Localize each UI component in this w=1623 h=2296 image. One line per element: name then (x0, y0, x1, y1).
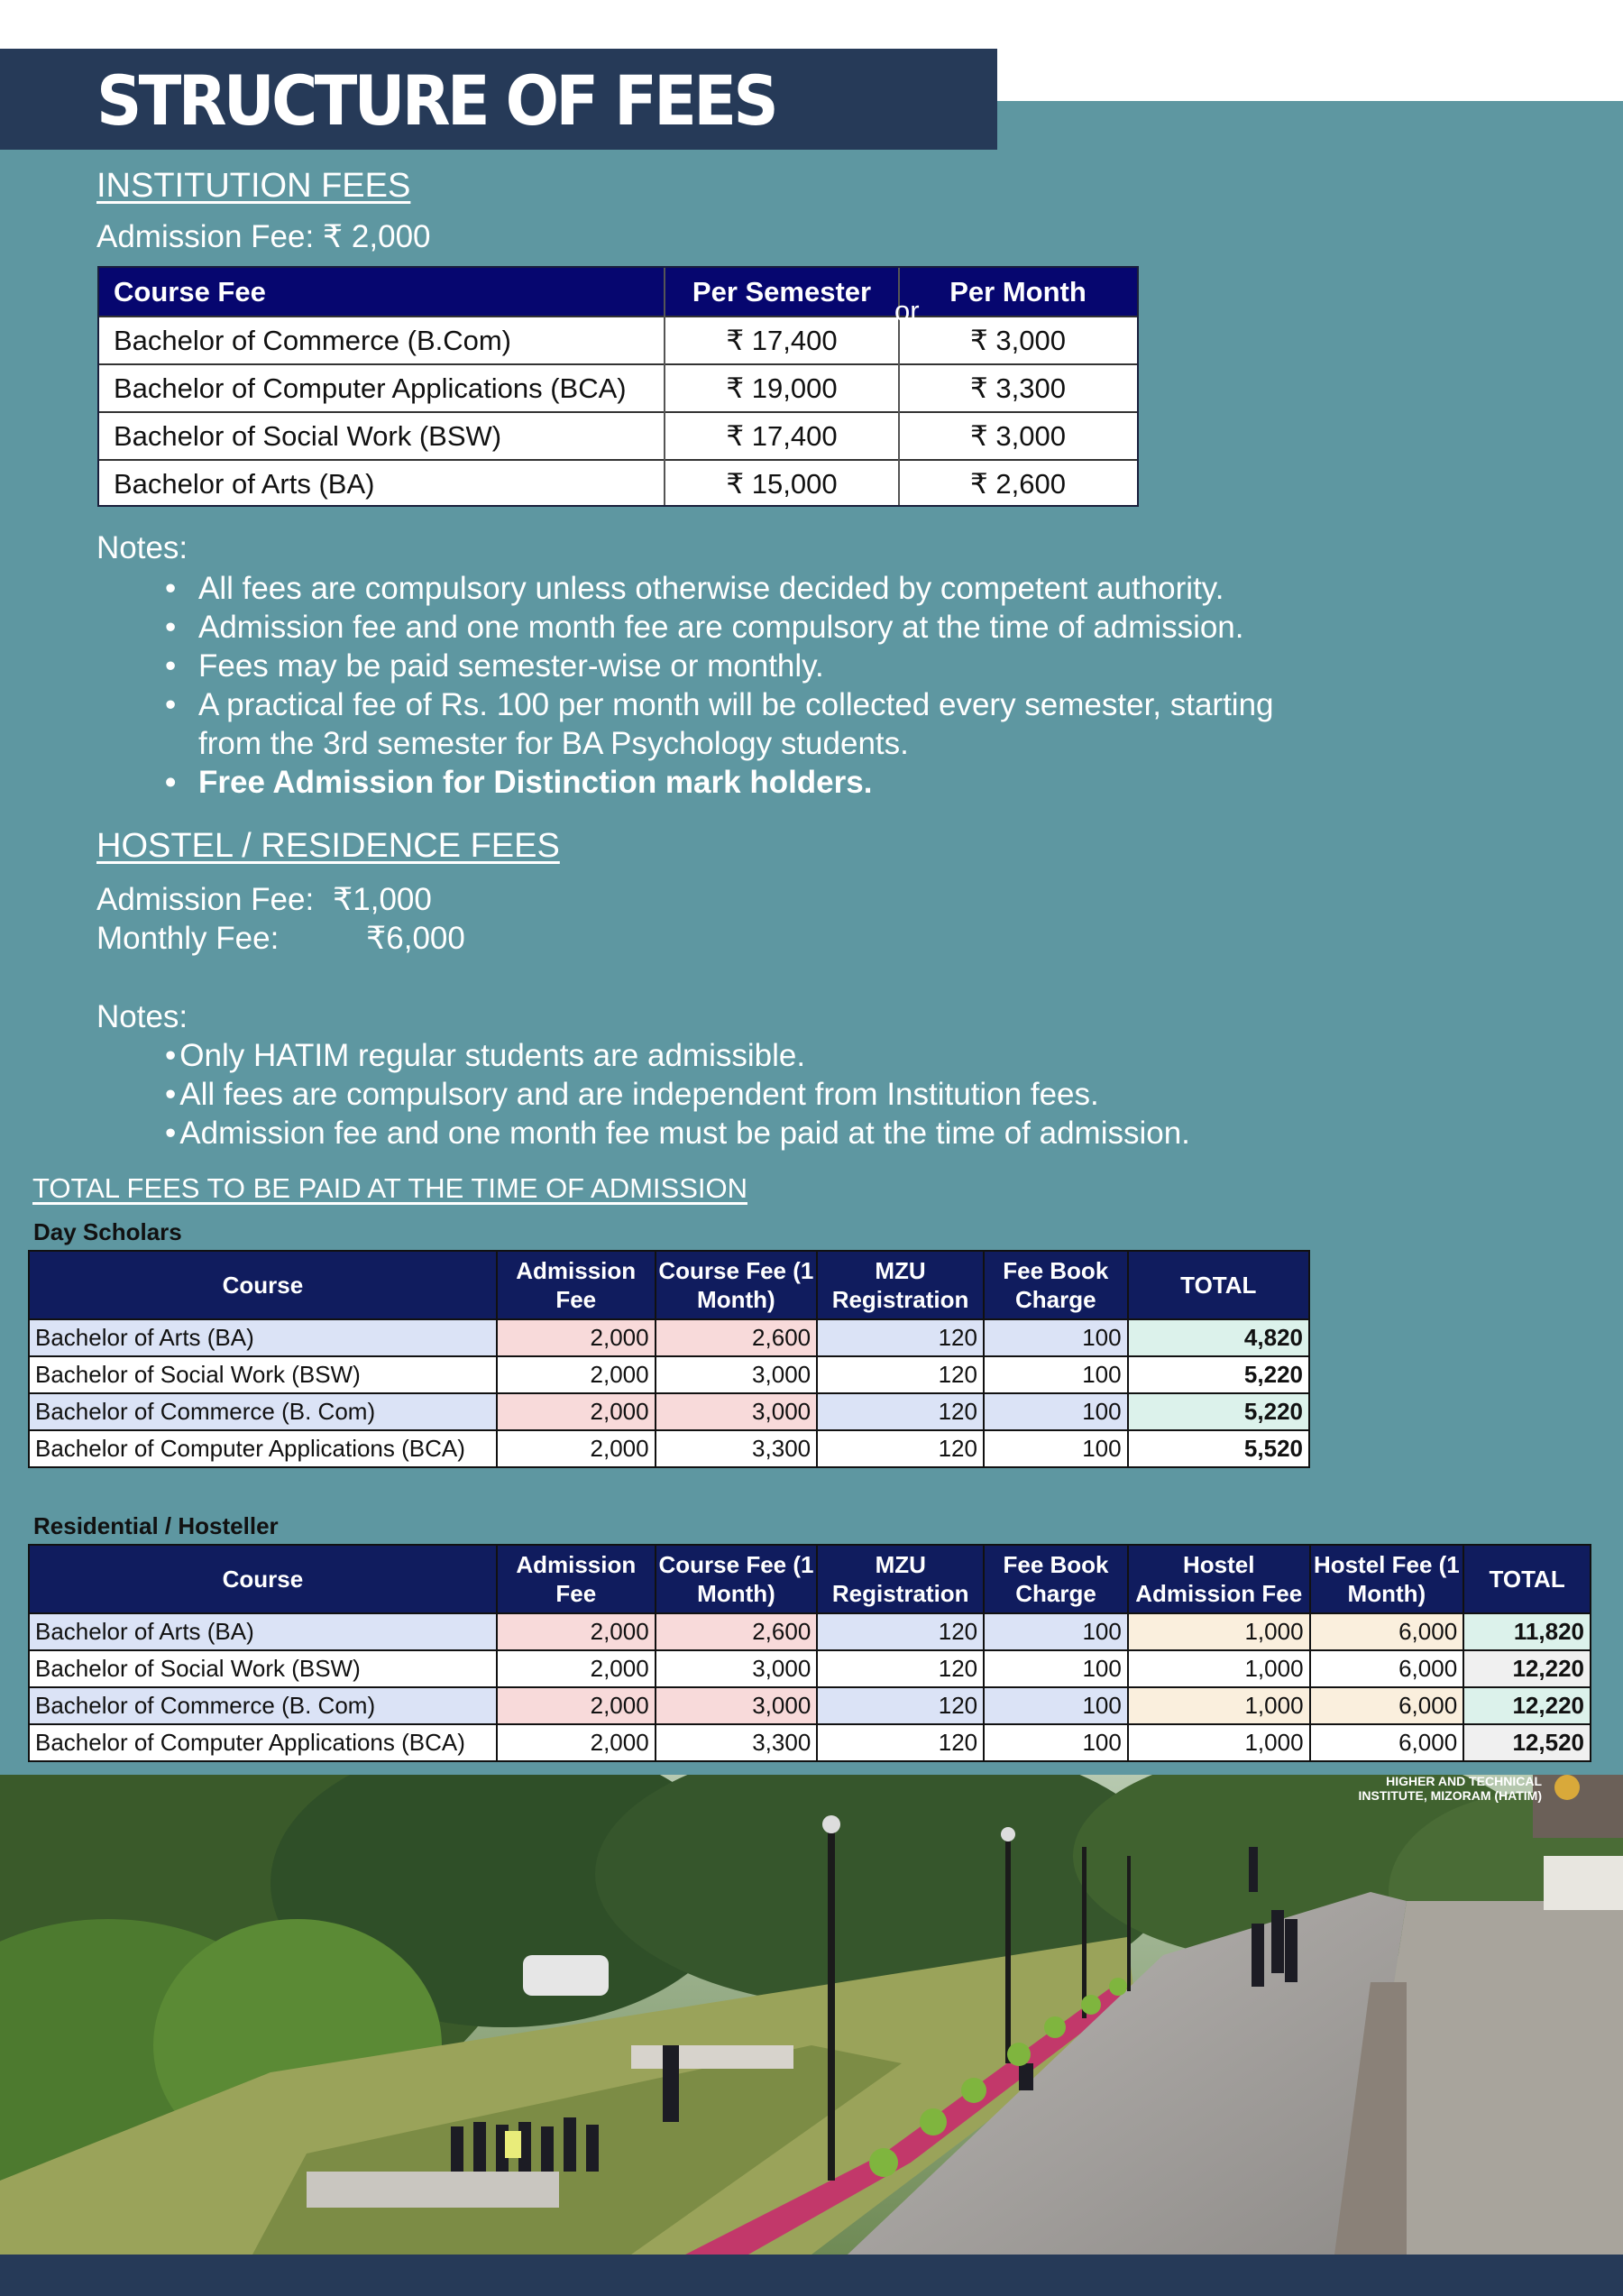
hostel-fee-cell: 6,000 (1310, 1724, 1464, 1761)
total-cell: 11,820 (1463, 1613, 1591, 1650)
header-course-fee: Course Fee (1 Month) (656, 1545, 818, 1613)
fee-book-cell: 100 (984, 1319, 1128, 1356)
course-name: Bachelor of Social Work (BSW) (114, 419, 502, 452)
total-cell: 12,520 (1463, 1724, 1591, 1761)
fee-book-cell: 100 (984, 1430, 1128, 1467)
institution-fee-table (97, 266, 1139, 507)
header-course-fee: Course Fee (114, 275, 266, 308)
fee-book-cell: 100 (984, 1724, 1128, 1761)
course-cell: Bachelor of Commerce (B. Com) (29, 1687, 497, 1724)
note-item: • All fees are compulsory unless otherwise decided by competent authority. (165, 571, 1224, 606)
per-semester-fee: ₹ 19,000 (726, 372, 838, 404)
hostel-fee-cell: 6,000 (1310, 1650, 1464, 1687)
hostel-admission-cell: 1,000 (1128, 1650, 1310, 1687)
header-admission-fee: Admission Fee (497, 1545, 656, 1613)
fee-book-cell: 100 (984, 1687, 1128, 1724)
note-item-continued: from the 3rd semester for BA Psychology students. (198, 726, 909, 761)
admission-fee-cell: 2,000 (497, 1613, 656, 1650)
header-course: Course (29, 1545, 497, 1613)
mzu-cell: 120 (817, 1650, 984, 1687)
campus-photo (0, 1775, 1623, 2255)
institute-logo-icon (1554, 1775, 1580, 1800)
admission-fee-cell: 2,000 (497, 1650, 656, 1687)
total-cell: 12,220 (1463, 1687, 1591, 1724)
header-fee-book-charge: Fee Book Charge (984, 1251, 1128, 1319)
table-row (99, 363, 1137, 411)
table-row (29, 1393, 1309, 1430)
header-course-fee: Course Fee (1 Month) (656, 1251, 818, 1319)
day-scholars-table (28, 1250, 1310, 1468)
admission-fee-cell: 2,000 (497, 1430, 656, 1467)
table-row (29, 1687, 1591, 1724)
note-item: • A practical fee of Rs. 100 per month will be collected every semester, starting (165, 687, 1274, 722)
header-hostel-fee: Hostel Fee (1 Month) (1310, 1545, 1464, 1613)
total-cell: 12,220 (1463, 1650, 1591, 1687)
institution-admission-fee: Admission Fee: ₹ 2,000 (96, 219, 431, 254)
table-row (29, 1430, 1309, 1467)
header-course: Course (29, 1251, 497, 1319)
table-header-row (29, 1251, 1309, 1319)
photo-watermark-line2: INSTITUTE, MIZORAM (HATIM) (1358, 1788, 1542, 1803)
mzu-cell: 120 (817, 1613, 984, 1650)
course-cell: Bachelor of Commerce (B. Com) (29, 1393, 497, 1430)
hostel-fee-cell: 6,000 (1310, 1613, 1464, 1650)
mzu-cell: 120 (817, 1724, 984, 1761)
course-fee-cell: 3,300 (656, 1724, 818, 1761)
course-fee-cell: 2,600 (656, 1613, 818, 1650)
header-fee-book-charge: Fee Book Charge (984, 1545, 1128, 1613)
admission-fee-cell: 2,000 (497, 1319, 656, 1356)
hostel-fee-cell: 6,000 (1310, 1687, 1464, 1724)
mzu-cell: 120 (817, 1319, 984, 1356)
mzu-cell: 120 (817, 1356, 984, 1393)
institution-notes-label: Notes: (96, 530, 188, 565)
note-item-highlight: • Free Admission for Distinction mark holders. (165, 765, 873, 800)
institution-fees-heading: INSTITUTION FEES (96, 167, 411, 205)
course-cell: Bachelor of Social Work (BSW) (29, 1650, 497, 1687)
per-month-fee: ₹ 3,000 (970, 324, 1066, 356)
header-per-month: Per Month (949, 275, 1087, 308)
hostel-note-item: • Only HATIM regular students are admissible. (165, 1038, 806, 1073)
hostel-note-item: • Admission fee and one month fee must be paid at the time of admission. (165, 1116, 1190, 1151)
fee-book-cell: 100 (984, 1650, 1128, 1687)
header-mzu-registration: MZU Registration (817, 1251, 984, 1319)
per-semester-fee: ₹ 17,400 (726, 324, 838, 356)
total-cell: 4,820 (1128, 1319, 1309, 1356)
table-row (29, 1613, 1591, 1650)
course-fee-cell: 3,000 (656, 1356, 818, 1393)
header-hostel-admission-fee: Hostel Admission Fee (1128, 1545, 1310, 1613)
course-name: Bachelor of Commerce (B.Com) (114, 324, 512, 356)
table-row (29, 1724, 1591, 1761)
hostel-admission-cell: 1,000 (1128, 1613, 1310, 1650)
course-fee-cell: 3,000 (656, 1687, 818, 1724)
admission-fee-cell: 2,000 (497, 1393, 656, 1430)
table-row (29, 1319, 1309, 1356)
hostel-admission-label: Admission Fee: (96, 882, 315, 917)
course-fee-cell: 3,300 (656, 1430, 818, 1467)
table-row (29, 1650, 1591, 1687)
or-label: or (894, 295, 920, 326)
header-per-semester: Per Semester (692, 275, 872, 308)
course-cell: Bachelor of Computer Applications (BCA) (29, 1430, 497, 1467)
hostel-admission-value: ₹1,000 (333, 882, 432, 917)
residential-table (28, 1544, 1591, 1762)
per-semester-fee: ₹ 17,400 (726, 419, 838, 452)
table-header-row (29, 1545, 1591, 1613)
mzu-cell: 120 (817, 1687, 984, 1724)
course-fee-cell: 2,600 (656, 1319, 818, 1356)
course-cell: Bachelor of Social Work (BSW) (29, 1356, 497, 1393)
hostel-admission-cell: 1,000 (1128, 1724, 1310, 1761)
hostel-monthly-label: Monthly Fee: (96, 921, 280, 956)
admission-fee-cell: 2,000 (497, 1687, 656, 1724)
course-name: Bachelor of Computer Applications (BCA) (114, 372, 627, 404)
admission-fee-cell: 2,000 (497, 1724, 656, 1761)
per-semester-fee: ₹ 15,000 (726, 467, 838, 500)
page-title: STRUCTURE OF FEES (96, 60, 776, 141)
footer-band (0, 2255, 1623, 2296)
course-cell: Bachelor of Computer Applications (BCA) (29, 1724, 497, 1761)
per-month-fee: ₹ 3,300 (970, 372, 1066, 404)
header-admission-fee: Admission Fee (497, 1251, 656, 1319)
header-total: TOTAL (1463, 1545, 1591, 1613)
table-header-row (99, 268, 1137, 316)
total-cell: 5,220 (1128, 1356, 1309, 1393)
note-item: • Admission fee and one month fee are compulsory at the time of admission. (165, 610, 1244, 645)
table-row (29, 1356, 1309, 1393)
total-cell: 5,520 (1128, 1430, 1309, 1467)
fee-book-cell: 100 (984, 1393, 1128, 1430)
hostel-admission-cell: 1,000 (1128, 1687, 1310, 1724)
teal-strip (997, 101, 1623, 110)
admission-fee-cell: 2,000 (497, 1356, 656, 1393)
table-row (99, 411, 1137, 459)
course-name: Bachelor of Arts (BA) (114, 467, 375, 500)
total-cell: 5,220 (1128, 1393, 1309, 1430)
header-mzu-registration: MZU Registration (817, 1545, 984, 1613)
residential-label: Residential / Hosteller (33, 1512, 279, 1539)
table-row (99, 316, 1137, 363)
hostel-fees-heading: HOSTEL / RESIDENCE FEES (96, 827, 560, 865)
course-cell: Bachelor of Arts (BA) (29, 1319, 497, 1356)
header-total: TOTAL (1128, 1251, 1309, 1319)
hostel-notes-label: Notes: (96, 999, 188, 1034)
day-scholars-label: Day Scholars (33, 1218, 182, 1245)
photo-watermark-line1: HIGHER AND TECHNICAL (1386, 1775, 1542, 1788)
title-banner (0, 49, 997, 150)
note-item: • Fees may be paid semester-wise or monthly. (165, 648, 824, 684)
total-fees-heading: TOTAL FEES TO BE PAID AT THE TIME OF ADMISSION (32, 1172, 747, 1204)
course-fee-cell: 3,000 (656, 1650, 818, 1687)
fee-book-cell: 100 (984, 1356, 1128, 1393)
table-row (99, 459, 1137, 507)
hostel-note-item: • All fees are compulsory and are independent from Institution fees. (165, 1077, 1099, 1112)
fee-book-cell: 100 (984, 1613, 1128, 1650)
course-cell: Bachelor of Arts (BA) (29, 1613, 497, 1650)
hostel-monthly-value: ₹6,000 (366, 921, 465, 956)
per-month-fee: ₹ 2,600 (970, 467, 1066, 500)
column-divider (664, 268, 665, 505)
mzu-cell: 120 (817, 1430, 984, 1467)
per-month-fee: ₹ 3,000 (970, 419, 1066, 452)
mzu-cell: 120 (817, 1393, 984, 1430)
course-fee-cell: 3,000 (656, 1393, 818, 1430)
